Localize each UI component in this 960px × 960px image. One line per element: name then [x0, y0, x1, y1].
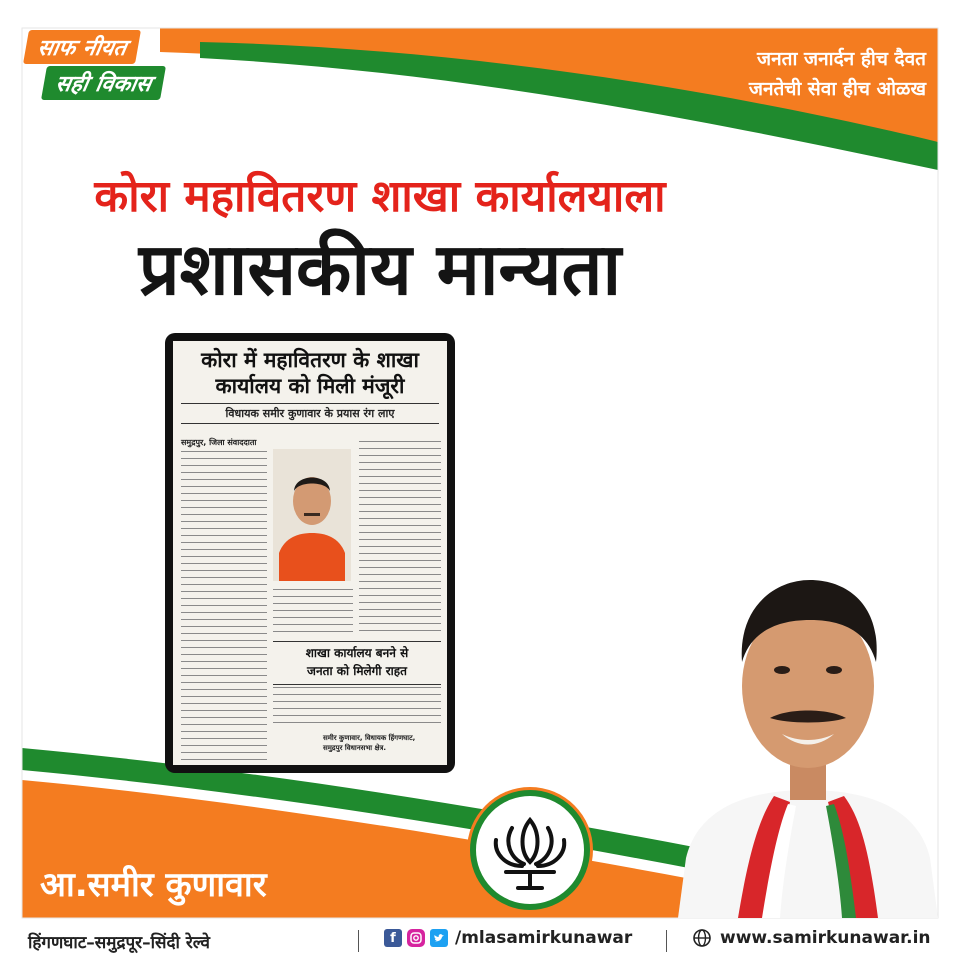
newspaper-headline-line-2: कार्यालय को मिली मंजूरी [215, 374, 405, 398]
newspaper-page [173, 341, 447, 765]
lotus-icon [476, 796, 584, 904]
footer-website-link[interactable]: www.samirkunawar.in [720, 928, 931, 948]
newspaper-photo [273, 449, 351, 581]
newspaper-signature-line-1: समीर कुणावार, विधायक हिंगणघाट, [323, 734, 416, 742]
newspaper-headline-line-1: कोरा में महावितरण के शाखा [201, 348, 419, 372]
newspaper-subhead: विधायक समीर कुणावार के प्रयास रंग लाए [181, 403, 439, 424]
footer-constituency: हिंगणघाट–समुद्रपूर–सिंदी रेल्वे [28, 933, 210, 953]
portrait [678, 558, 938, 918]
newspaper-signature-line-2: समुद्रपुर विधानसभा क्षेत्र. [323, 744, 387, 752]
footer-separator [358, 930, 359, 952]
person-name: आ.समीर कुणावार [40, 865, 267, 905]
newspaper-clipping [165, 333, 455, 773]
article-column-left [181, 451, 267, 761]
motto [749, 44, 926, 104]
motto-line-2: जनतेची सेवा हीच ओळख [748, 78, 926, 100]
footer-separator [666, 930, 667, 952]
instagram-icon[interactable] [407, 929, 425, 947]
footer-bar [0, 920, 960, 960]
newspaper-box-line-2: जनता को मिलेगी राहत [307, 664, 407, 678]
newspaper-headline [173, 341, 447, 399]
newspaper-box-line-1: शाखा कार्यालय बनने से [305, 646, 409, 660]
motto-line-1: जनता जनार्दन हीच दैवत [757, 48, 926, 70]
newspaper-boxed-subhead [273, 641, 441, 685]
footer-social-handle[interactable]: /mlasamirkunawar [455, 928, 633, 948]
article-column-right-top [359, 441, 441, 631]
slogan-badge [26, 30, 206, 100]
footer-social [384, 928, 632, 948]
article-column-bottom [273, 687, 441, 729]
party-logo [470, 790, 590, 910]
slogan-line-2: सही विकास [41, 66, 166, 100]
newspaper-dateline: समुद्रपुर, जिला संवाददाता [181, 438, 257, 447]
globe-icon [692, 928, 712, 948]
slogan-line-1: साफ नीयत [23, 30, 141, 64]
newspaper-signature [323, 733, 415, 753]
headline-line-1: कोरा महावितरण शाखा कार्यालयाला [94, 171, 666, 222]
twitter-icon[interactable] [430, 929, 448, 947]
footer-website [692, 928, 931, 948]
headline-line-2: प्रशासकीय मान्यता [138, 227, 622, 311]
facebook-icon[interactable]: f [384, 929, 402, 947]
article-column-mid [273, 589, 353, 635]
